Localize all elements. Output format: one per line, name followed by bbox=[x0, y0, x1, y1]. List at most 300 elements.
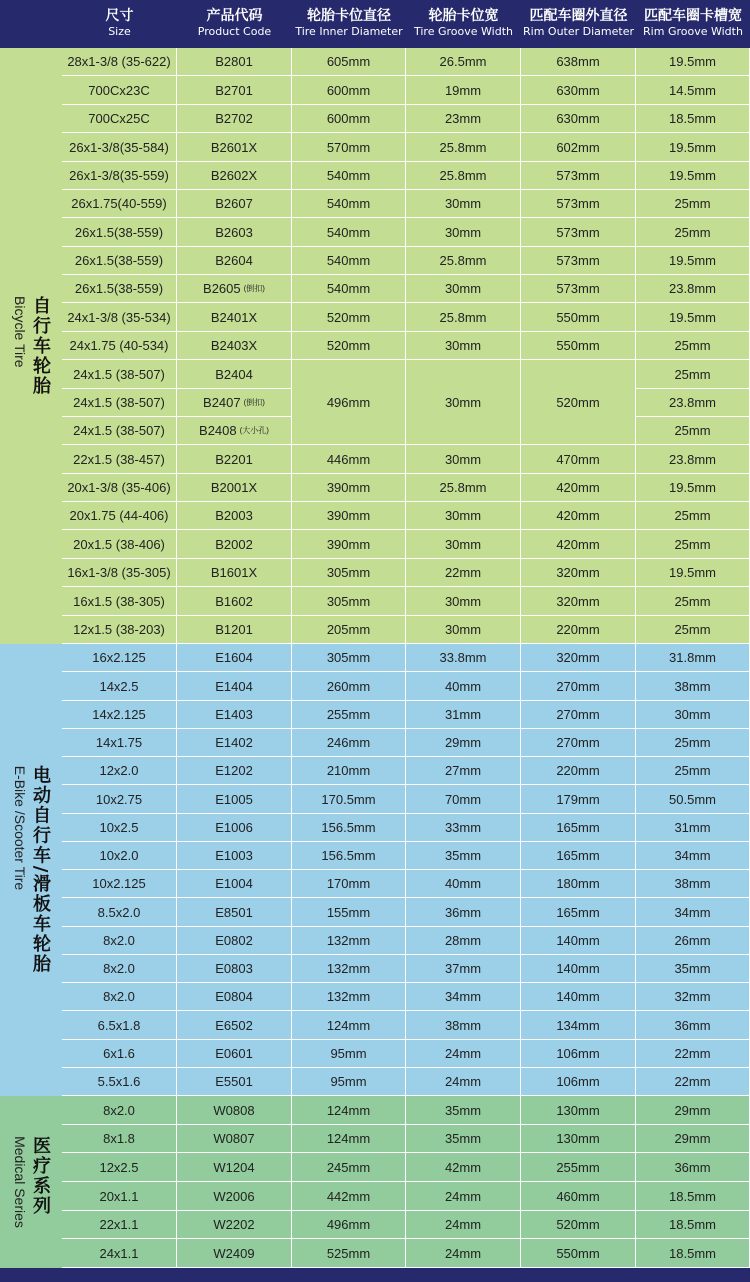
cell-value: E1003 bbox=[215, 848, 253, 863]
cell-value: 573mm bbox=[556, 168, 600, 183]
cell-product-code bbox=[177, 48, 292, 76]
header-zh-label: 轮胎卡位宽 bbox=[428, 8, 499, 24]
cell-tire-groove-width bbox=[406, 1068, 521, 1096]
cell-value: E1402 bbox=[215, 735, 253, 750]
cell-value: 140mm bbox=[556, 933, 600, 948]
cell-value: 35mm bbox=[444, 848, 482, 863]
cell-tire-groove-width bbox=[406, 559, 521, 587]
cell-rim-groove-width bbox=[636, 190, 750, 218]
cell-value: 130mm bbox=[556, 1131, 600, 1146]
cell-size bbox=[62, 332, 177, 360]
cell-rim-groove-width bbox=[636, 105, 750, 133]
cell-value: 170mm bbox=[326, 876, 371, 891]
cell-size bbox=[62, 1239, 177, 1268]
cell-value: 19.5mm bbox=[669, 565, 716, 580]
cell-rim-groove-width bbox=[636, 983, 750, 1011]
cell-value: 25mm bbox=[674, 536, 711, 552]
cell-size bbox=[62, 162, 177, 190]
cell-tire-groove-width bbox=[406, 474, 521, 502]
cell-size bbox=[62, 1040, 177, 1068]
cell-rim-groove-width bbox=[636, 757, 750, 785]
cell-value: W2409 bbox=[213, 1245, 255, 1261]
cell-value: 24mm bbox=[444, 1188, 482, 1204]
cell-rim-outer-diameter bbox=[521, 502, 636, 530]
cell-value: 35mm bbox=[674, 961, 711, 976]
footer-bar bbox=[0, 1268, 750, 1282]
cell-tire-inner-diameter bbox=[292, 275, 406, 303]
cell-value: B1602 bbox=[215, 593, 253, 609]
cell-tire-inner-diameter bbox=[292, 1211, 406, 1239]
cell-value: 35mm bbox=[444, 1131, 482, 1146]
cell-value: 22mm bbox=[444, 565, 482, 580]
cell-product-code bbox=[177, 955, 292, 983]
cell-tire-groove-width bbox=[406, 275, 521, 303]
header-tire-inner-diameter bbox=[292, 0, 406, 48]
cell-value: 106mm bbox=[556, 1074, 600, 1089]
cell-value: 31.8mm bbox=[669, 650, 716, 665]
cell-value: 19.5mm bbox=[669, 168, 716, 183]
cell-value: 24mm bbox=[444, 1245, 482, 1261]
cell-rim-groove-width bbox=[636, 1211, 750, 1239]
cell-product-code bbox=[177, 332, 292, 360]
cell-value: 33mm bbox=[444, 820, 482, 835]
cell-value: W0807 bbox=[213, 1131, 255, 1146]
cell-value: 210mm bbox=[326, 763, 371, 778]
cell-value: 30mm bbox=[444, 224, 482, 240]
cell-value: 25mm bbox=[674, 593, 711, 609]
cell-value: 700Cx25C bbox=[88, 111, 150, 126]
cell-rim-groove-width bbox=[636, 1040, 750, 1068]
header-zh-label: 匹配车圈卡槽宽 bbox=[644, 8, 742, 24]
cell-product-code bbox=[177, 247, 292, 275]
cell-tire-groove-width bbox=[406, 729, 521, 757]
cell-value: 10x2.125 bbox=[92, 876, 146, 891]
cell-value: 305mm bbox=[326, 650, 371, 665]
cell-rim-outer-diameter bbox=[521, 48, 636, 76]
cell-value: 22x1.5 (38-457) bbox=[73, 451, 165, 467]
cell-rim-outer-diameter bbox=[521, 785, 636, 814]
cell-rim-outer-diameter bbox=[521, 1068, 636, 1096]
cell-product-code bbox=[177, 870, 292, 898]
section-bicycle bbox=[0, 48, 750, 644]
cell-tire-groove-width bbox=[406, 672, 521, 701]
cell-tire-groove-width bbox=[406, 332, 521, 360]
cell-value: E6502 bbox=[215, 1017, 253, 1033]
cell-value: 14x2.125 bbox=[92, 707, 146, 722]
cell-value: 25mm bbox=[674, 338, 711, 353]
cell-rim-outer-diameter bbox=[521, 701, 636, 729]
cell-value: B2407 bbox=[203, 395, 241, 410]
cell-product-code bbox=[177, 587, 292, 616]
cell-rim-groove-width bbox=[636, 701, 750, 729]
cell-value: 540mm bbox=[326, 281, 371, 296]
cell-tire-inner-diameter bbox=[292, 360, 406, 445]
cell-value: 255mm bbox=[326, 707, 371, 722]
cell-value: 25mm bbox=[674, 763, 711, 778]
cell-rim-groove-width bbox=[636, 530, 750, 559]
cell-product-code bbox=[177, 417, 292, 445]
cell-tire-groove-width bbox=[406, 190, 521, 218]
cell-value: 570mm bbox=[326, 139, 371, 155]
cell-size bbox=[62, 898, 177, 927]
cell-tire-inner-diameter bbox=[292, 983, 406, 1011]
cell-size bbox=[62, 701, 177, 729]
cell-value: 550mm bbox=[556, 1245, 600, 1261]
cell-tire-inner-diameter bbox=[292, 48, 406, 76]
cell-rim-outer-diameter bbox=[521, 983, 636, 1011]
cell-value: 95mm bbox=[330, 1074, 367, 1089]
cell-size bbox=[62, 983, 177, 1011]
cell-value: 10x2.5 bbox=[99, 820, 139, 835]
cell-product-code bbox=[177, 190, 292, 218]
section-title-zh: 医疗系列 bbox=[30, 1136, 51, 1217]
cell-value: 28x1-3/8 (35-622) bbox=[67, 54, 171, 69]
cell-size bbox=[62, 587, 177, 616]
cell-rim-outer-diameter bbox=[521, 76, 636, 105]
cell-value: W2006 bbox=[213, 1188, 255, 1204]
cell-note: (倒扣) bbox=[243, 284, 265, 293]
cell-value: 550mm bbox=[556, 309, 600, 325]
cell-value: 156.5mm bbox=[321, 820, 376, 835]
cell-value: 30mm bbox=[444, 394, 482, 410]
cell-size bbox=[62, 190, 177, 218]
cell-value: 29mm bbox=[674, 1131, 711, 1146]
cell-size bbox=[62, 927, 177, 955]
cell-value: 496mm bbox=[326, 1217, 371, 1232]
cell-value: 525mm bbox=[326, 1245, 371, 1261]
cell-rim-groove-width bbox=[636, 1153, 750, 1182]
section-title-zh: 电动自行车/滑板车轮胎 bbox=[30, 765, 51, 975]
cell-size bbox=[62, 275, 177, 303]
cell-value: 30mm bbox=[444, 508, 482, 523]
cell-value: 25mm bbox=[674, 366, 711, 382]
cell-tire-groove-width bbox=[406, 303, 521, 332]
cell-value: 19.5mm bbox=[669, 253, 716, 268]
cell-product-code bbox=[177, 983, 292, 1011]
cell-value: 95mm bbox=[330, 1046, 367, 1061]
cell-value: 520mm bbox=[326, 338, 371, 353]
cell-product-code bbox=[177, 105, 292, 133]
cell-product-code bbox=[177, 644, 292, 672]
cell-tire-groove-width bbox=[406, 814, 521, 842]
cell-value: 33.8mm bbox=[439, 650, 487, 665]
header-rim-groove-width bbox=[636, 0, 750, 48]
cell-value: 24x1.75 (40-534) bbox=[69, 338, 169, 353]
cell-product-code bbox=[177, 757, 292, 785]
cell-tire-inner-diameter bbox=[292, 162, 406, 190]
cell-value: 20x1.1 bbox=[99, 1188, 139, 1204]
cell-product-code bbox=[177, 303, 292, 332]
cell-product-code bbox=[177, 474, 292, 502]
cell-value: 23.8mm bbox=[669, 395, 716, 410]
cell-product-code bbox=[177, 1211, 292, 1239]
cell-tire-groove-width bbox=[406, 785, 521, 814]
cell-value: 140mm bbox=[556, 961, 600, 976]
cell-tire-groove-width bbox=[406, 1182, 521, 1211]
cell-value: 600mm bbox=[326, 82, 371, 98]
cell-product-code bbox=[177, 1182, 292, 1211]
cell-product-code bbox=[177, 898, 292, 927]
cell-tire-inner-diameter bbox=[292, 729, 406, 757]
cell-value: 540mm bbox=[326, 253, 371, 268]
cell-value: B2801 bbox=[215, 54, 253, 69]
cell-value: 36mm bbox=[674, 1017, 711, 1033]
cell-value: 573mm bbox=[556, 224, 600, 240]
table-header bbox=[0, 0, 750, 48]
cell-tire-inner-diameter bbox=[292, 644, 406, 672]
cell-value: 132mm bbox=[326, 961, 371, 976]
cell-tire-inner-diameter bbox=[292, 1096, 406, 1125]
cell-size bbox=[62, 1153, 177, 1182]
cell-value: 27mm bbox=[444, 763, 482, 778]
cell-value: 24x1-3/8 (35-534) bbox=[67, 309, 171, 325]
cell-tire-groove-width bbox=[406, 757, 521, 785]
cell-tire-inner-diameter bbox=[292, 616, 406, 644]
cell-value: 270mm bbox=[556, 707, 600, 722]
cell-value: 30mm bbox=[444, 622, 482, 637]
cell-value: 32mm bbox=[674, 989, 711, 1004]
cell-value: 245mm bbox=[326, 1159, 371, 1175]
cell-value: 23mm bbox=[444, 111, 482, 126]
cell-value: 18.5mm bbox=[669, 1188, 716, 1204]
cell-size bbox=[62, 814, 177, 842]
cell-value: B2403X bbox=[210, 338, 258, 353]
cell-rim-outer-diameter bbox=[521, 842, 636, 870]
cell-value: B1601X bbox=[210, 565, 258, 580]
cell-size bbox=[62, 360, 177, 389]
cell-value: 25.8mm bbox=[439, 139, 487, 155]
cell-value: 8x2.0 bbox=[103, 961, 135, 976]
cell-value: 600mm bbox=[326, 111, 371, 126]
cell-rim-outer-diameter bbox=[521, 530, 636, 559]
cell-value: 124mm bbox=[326, 1131, 371, 1146]
cell-value: B2702 bbox=[215, 111, 253, 126]
cell-tire-groove-width bbox=[406, 48, 521, 76]
cell-value: 24mm bbox=[444, 1217, 482, 1232]
cell-rim-outer-diameter bbox=[521, 1239, 636, 1268]
header-zh-label: 轮胎卡位直径 bbox=[307, 8, 391, 24]
cell-product-code bbox=[177, 162, 292, 190]
cell-value: 165mm bbox=[556, 820, 600, 835]
cell-value: 25mm bbox=[674, 622, 711, 637]
cell-rim-outer-diameter bbox=[521, 332, 636, 360]
cell-value: 390mm bbox=[326, 508, 371, 523]
cell-value: 6x1.6 bbox=[103, 1046, 135, 1061]
cell-rim-groove-width bbox=[636, 445, 750, 474]
cell-value: 12x2.5 bbox=[99, 1159, 139, 1175]
cell-tire-groove-width bbox=[406, 360, 521, 445]
cell-value: 550mm bbox=[556, 338, 600, 353]
cell-value: 29mm bbox=[444, 735, 482, 750]
cell-tire-inner-diameter bbox=[292, 1153, 406, 1182]
cell-tire-groove-width bbox=[406, 162, 521, 190]
cell-rim-groove-width bbox=[636, 955, 750, 983]
cell-value: 320mm bbox=[556, 565, 600, 580]
cell-value: 520mm bbox=[556, 1217, 600, 1232]
cell-value: W0808 bbox=[213, 1102, 255, 1118]
cell-value: B2602X bbox=[210, 168, 258, 183]
cell-size bbox=[62, 48, 177, 76]
cell-tire-groove-width bbox=[406, 1011, 521, 1040]
cell-value: 24mm bbox=[444, 1046, 482, 1061]
cell-value: 124mm bbox=[326, 1102, 371, 1118]
cell-value: 18.5mm bbox=[669, 1245, 716, 1261]
cell-value: 35mm bbox=[444, 1102, 482, 1118]
section-title-en: Bicycle Tire bbox=[12, 296, 28, 368]
cell-product-code bbox=[177, 1096, 292, 1125]
cell-value: 155mm bbox=[326, 904, 371, 920]
cell-value: 70mm bbox=[444, 791, 482, 807]
cell-value: 26.5mm bbox=[439, 54, 487, 69]
cell-tire-groove-width bbox=[406, 1153, 521, 1182]
cell-value: 390mm bbox=[326, 480, 371, 495]
cell-value: 25.8mm bbox=[439, 309, 487, 325]
cell-value: 170.5mm bbox=[321, 791, 376, 807]
cell-rim-outer-diameter bbox=[521, 445, 636, 474]
cell-size bbox=[62, 616, 177, 644]
cell-product-code bbox=[177, 502, 292, 530]
cell-value: 20x1.75 (44-406) bbox=[69, 508, 169, 523]
cell-value: E0601 bbox=[215, 1046, 253, 1061]
cell-rim-groove-width bbox=[636, 474, 750, 502]
cell-tire-groove-width bbox=[406, 1239, 521, 1268]
header-tire-groove-width bbox=[406, 0, 521, 48]
cell-value: 25.8mm bbox=[439, 253, 487, 268]
cell-value: W2202 bbox=[213, 1217, 255, 1232]
cell-rim-groove-width bbox=[636, 218, 750, 247]
cell-size bbox=[62, 785, 177, 814]
cell-product-code bbox=[177, 1125, 292, 1153]
cell-value: B2603 bbox=[215, 224, 253, 240]
cell-size bbox=[62, 247, 177, 275]
cell-size bbox=[62, 445, 177, 474]
cell-value: 22mm bbox=[674, 1074, 711, 1089]
cell-value: 24x1.5 (38-507) bbox=[73, 423, 165, 438]
cell-rim-outer-diameter bbox=[521, 898, 636, 927]
section-title-zh: 自行车轮胎 bbox=[30, 296, 51, 396]
section-title-en: E-Bike /Scooter Tire bbox=[12, 765, 28, 891]
cell-value: 30mm bbox=[444, 196, 482, 211]
cell-rim-groove-width bbox=[636, 729, 750, 757]
cell-rim-outer-diameter bbox=[521, 1182, 636, 1211]
cell-tire-inner-diameter bbox=[292, 445, 406, 474]
cell-value: 573mm bbox=[556, 253, 600, 268]
cell-value: 25mm bbox=[674, 735, 711, 750]
cell-rim-groove-width bbox=[636, 814, 750, 842]
cell-tire-groove-width bbox=[406, 842, 521, 870]
header-en-label: Tire Inner Diameter bbox=[295, 25, 403, 38]
cell-tire-groove-width bbox=[406, 644, 521, 672]
header-en-label: Tire Groove Width bbox=[414, 25, 513, 38]
cell-product-code bbox=[177, 1239, 292, 1268]
section-title-text bbox=[12, 296, 50, 396]
cell-value: 30mm bbox=[444, 451, 482, 467]
cell-tire-groove-width bbox=[406, 530, 521, 559]
cell-tire-groove-width bbox=[406, 955, 521, 983]
cell-rim-outer-diameter bbox=[521, 133, 636, 162]
cell-tire-groove-width bbox=[406, 105, 521, 133]
cell-value: 16x1.5 (38-305) bbox=[73, 593, 165, 609]
cell-product-code bbox=[177, 927, 292, 955]
cell-value: 320mm bbox=[556, 593, 600, 609]
cell-value: 6.5x1.8 bbox=[97, 1017, 141, 1033]
cell-value: 700Cx23C bbox=[88, 82, 150, 98]
cell-value: 20x1-3/8 (35-406) bbox=[67, 480, 171, 495]
cell-product-code bbox=[177, 729, 292, 757]
cell-rim-outer-diameter bbox=[521, 218, 636, 247]
cell-rim-groove-width bbox=[636, 842, 750, 870]
cell-value: 14x2.5 bbox=[99, 678, 139, 694]
cell-product-code bbox=[177, 559, 292, 587]
cell-value: 305mm bbox=[326, 593, 371, 609]
cell-tire-inner-diameter bbox=[292, 303, 406, 332]
cell-rim-outer-diameter bbox=[521, 559, 636, 587]
cell-value: 50.5mm bbox=[669, 791, 716, 807]
tire-spec-table bbox=[0, 48, 750, 1268]
cell-value: 26x1.5(38-559) bbox=[74, 253, 164, 268]
cell-value: 28mm bbox=[444, 933, 482, 948]
header-product-code bbox=[177, 0, 292, 48]
cell-size bbox=[62, 474, 177, 502]
header-en-label: Product Code bbox=[197, 25, 272, 38]
cell-value: 132mm bbox=[326, 989, 371, 1004]
cell-value: 124mm bbox=[326, 1017, 371, 1033]
cell-value: 23.8mm bbox=[669, 451, 716, 467]
cell-value: 24mm bbox=[444, 1074, 482, 1089]
cell-tire-inner-diameter bbox=[292, 1011, 406, 1040]
cell-size bbox=[62, 1211, 177, 1239]
cell-product-code bbox=[177, 672, 292, 701]
cell-tire-inner-diameter bbox=[292, 190, 406, 218]
section-title-bicycle bbox=[0, 48, 62, 644]
cell-product-code bbox=[177, 1040, 292, 1068]
cell-value: 540mm bbox=[326, 196, 371, 211]
cell-value: 5.5x1.6 bbox=[97, 1074, 141, 1089]
cell-rim-groove-width bbox=[636, 360, 750, 389]
cell-product-code bbox=[177, 1153, 292, 1182]
cell-rim-groove-width bbox=[636, 870, 750, 898]
cell-rim-outer-diameter bbox=[521, 729, 636, 757]
section-title-text bbox=[12, 766, 50, 975]
cell-value: 179mm bbox=[556, 791, 600, 807]
cell-tire-inner-diameter bbox=[292, 927, 406, 955]
cell-tire-inner-diameter bbox=[292, 530, 406, 559]
cell-rim-outer-diameter bbox=[521, 1125, 636, 1153]
cell-value: 19.5mm bbox=[669, 309, 716, 325]
cell-rim-outer-diameter bbox=[521, 247, 636, 275]
cell-value: 520mm bbox=[556, 394, 600, 410]
cell-value: 25mm bbox=[674, 224, 711, 240]
cell-rim-groove-width bbox=[636, 303, 750, 332]
section-title-ebike bbox=[0, 644, 62, 1096]
cell-size bbox=[62, 1182, 177, 1211]
cell-rim-outer-diameter bbox=[521, 190, 636, 218]
cell-tire-inner-diameter bbox=[292, 870, 406, 898]
cell-note: (倒扣) bbox=[243, 398, 265, 407]
cell-size bbox=[62, 105, 177, 133]
cell-tire-inner-diameter bbox=[292, 1040, 406, 1068]
cell-rim-outer-diameter bbox=[521, 757, 636, 785]
cell-rim-outer-diameter bbox=[521, 275, 636, 303]
cell-value: 20x1.5 (38-406) bbox=[73, 536, 165, 552]
cell-size bbox=[62, 133, 177, 162]
header-zh-label: 产品代码 bbox=[206, 8, 263, 24]
cell-rim-groove-width bbox=[636, 332, 750, 360]
cell-size bbox=[62, 218, 177, 247]
cell-value: 25mm bbox=[674, 196, 711, 211]
cell-value: 24x1.5 (38-507) bbox=[73, 395, 165, 410]
cell-rim-outer-diameter bbox=[521, 1211, 636, 1239]
